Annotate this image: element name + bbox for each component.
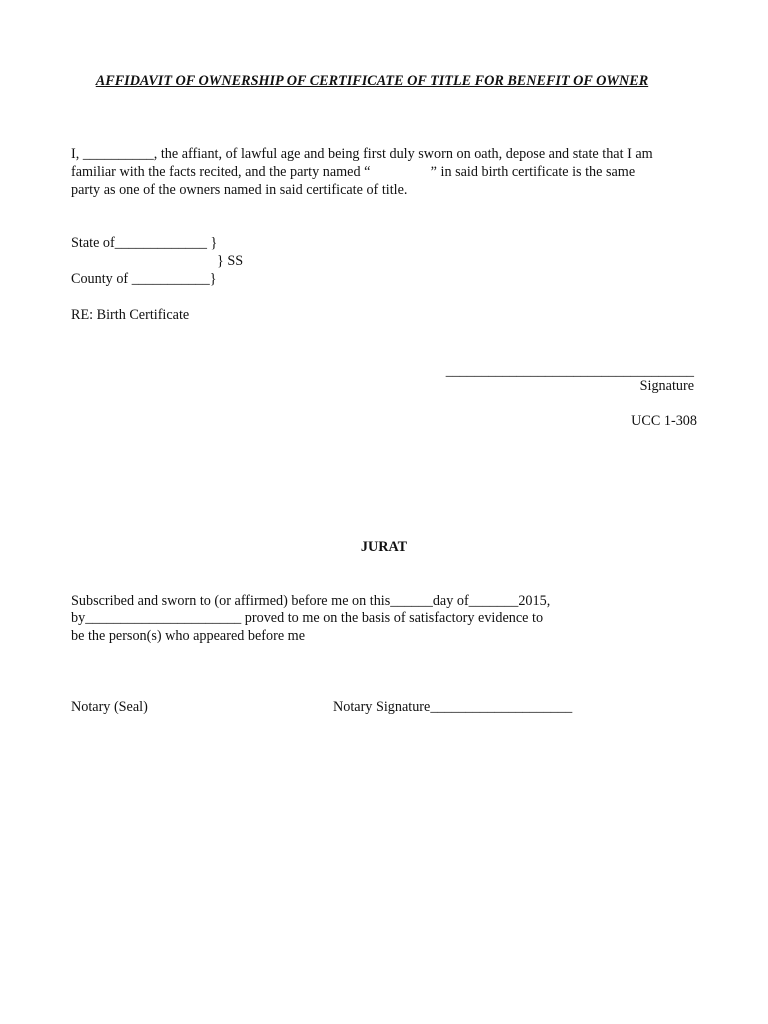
signature-label: Signature	[639, 378, 694, 394]
jurat-heading: JURAT	[360, 539, 408, 555]
document-title: AFFIDAVIT OF OWNERSHIP OF CERTIFICATE OF TITLE FOR BENEFIT OF OWNER	[95, 73, 649, 89]
notary-seal-label: Notary (Seal)	[71, 699, 148, 715]
jurat-line-1: Subscribed and sworn to (or affirmed) before me on this______day of_______2015,	[71, 593, 551, 609]
body-line-2: familiar with the facts recited, and the party named “ ” in said birth certificate is the same	[71, 164, 636, 180]
signature-rule: ___________________________________	[445, 363, 694, 379]
body-line-1: I, __________, the affiant, of lawful age and being first duly sworn on oath, depose and state that I am	[71, 146, 653, 162]
venue-ss-line: } SS	[217, 253, 244, 269]
ucc-reference: UCC 1-308	[631, 413, 697, 429]
venue-state-line: State of_____________ }	[71, 235, 218, 251]
jurat-line-3: be the person(s) who appeared before me	[71, 628, 305, 644]
venue-county-line: County of ___________}	[71, 271, 217, 287]
body-line-3: party as one of the owners named in said certificate of title.	[71, 182, 408, 198]
notary-signature-line: Notary Signature____________________	[333, 699, 573, 715]
jurat-line-2: by______________________ proved to me on the basis of satisfactory evidence to	[71, 610, 544, 626]
re-birth-certificate: RE: Birth Certificate	[71, 307, 190, 323]
